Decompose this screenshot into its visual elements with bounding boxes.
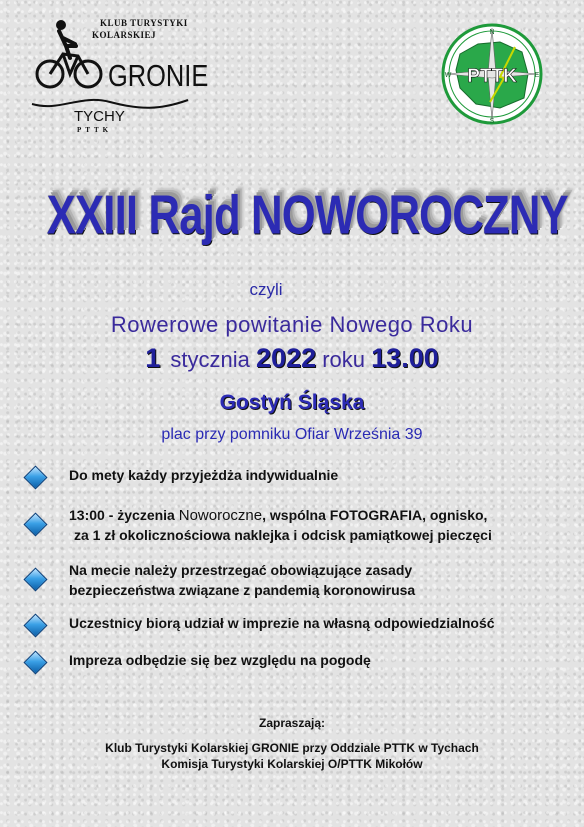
club-city: TYCHY [74,108,125,125]
club-org: PTTK [77,126,113,134]
date-year: 2022 [256,343,317,373]
bullet-text-line2: bezpieczeństwa związane z pandemią koronowirusa [69,582,416,598]
event-date-line [0,343,584,374]
czyli-connector: czyli [249,280,283,299]
date-month: stycznia [170,347,250,372]
footer-organizer-1: Klub Turystyki Kolarskiej GRONIE przy Oddziale PTTK w Tychach [105,741,479,755]
bullet-text: Uczestnicy biorą udział w imprezie na własną odpowiedzialność [69,615,495,631]
bullet-diamond-icon [23,650,47,674]
bullet-text-part: Noworoczne [178,507,263,524]
date-time: 13.00 [371,343,439,373]
club-logo-gronie [30,16,209,134]
compass-n: N [489,29,495,36]
club-name-line2: KOLARSKIEJ [92,30,157,40]
bullet-text-line1 [69,506,487,525]
bullet-text-line1: Na mecie należy przestrzegać obowiązujące zasady [69,562,413,578]
compass-w: W [444,72,452,79]
footer-heading: Zapraszają: [258,716,326,730]
bullet-text-line2: za 1 zł okolicznościowa naklejka i odcisk pamiątkowej pieczęci [74,527,492,543]
bullet-text: Impreza odbędzie się bez względu na pogodę [69,652,371,668]
bullet-diamond-icon [23,512,47,536]
bullet-text-part: , wspólna FOTOGRAFIA, ognisko, [262,507,488,523]
event-subtitle: Rowerowe powitanie Nowego Roku [110,312,474,337]
event-address: plac przy pomniku Ofiar Września 39 [161,426,423,443]
pttk-compass-icon [440,22,545,127]
date-day: 1 [145,343,161,373]
bullet-diamond-icon [23,465,47,489]
pttk-logo [440,22,545,127]
bullet-diamond-icon [23,567,47,591]
event-title: XXIII Rajd NOWOROCZNY [46,185,568,246]
bullet-text: Do mety każdy przyjeżdża indywidualnie [69,467,339,483]
compass-s: S [489,118,495,125]
footer-organizer-2: Komisja Turystyki Kolarskiej O/PTTK Mikołów [161,757,423,771]
bullet-text-part: 13:00 - życzenia [69,507,179,523]
pttk-logo-text: PTTK [467,66,517,87]
club-name-gronie: GRONIE [108,58,209,93]
event-place: Gostyń Śląska [219,391,365,414]
compass-e: E [534,72,540,79]
date-word: roku [322,347,366,372]
bullet-diamond-icon [23,613,47,637]
club-name-line1: KLUB TURYSTYKI [100,18,188,28]
